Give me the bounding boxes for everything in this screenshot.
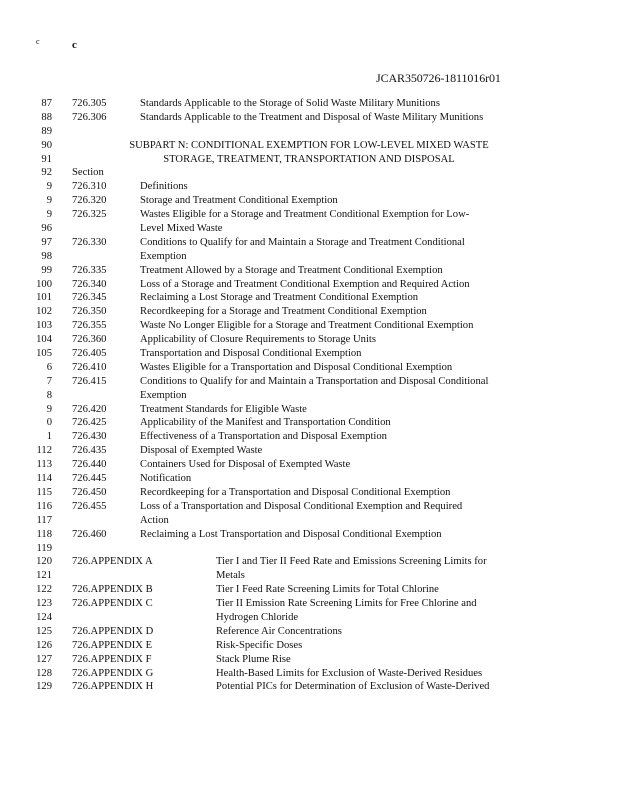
line-number: 116 bbox=[36, 500, 52, 512]
section-number: 726.425 bbox=[72, 417, 107, 429]
line-row bbox=[0, 472, 618, 486]
line-row bbox=[0, 389, 618, 403]
line-number: 103 bbox=[36, 320, 52, 332]
line-number: 104 bbox=[36, 334, 52, 346]
section-title: Hydrogen Chloride bbox=[216, 611, 299, 623]
line-row bbox=[0, 125, 618, 139]
section-title: Definitions bbox=[140, 181, 188, 193]
section-number: 726.APPENDIX E bbox=[72, 639, 153, 651]
section-number: 726.APPENDIX A bbox=[72, 556, 153, 568]
line-number: 1 bbox=[46, 431, 52, 443]
line-number: 127 bbox=[36, 653, 52, 665]
section-number: 726.355 bbox=[72, 320, 107, 332]
line-row bbox=[0, 97, 618, 111]
section-number: 726.APPENDIX D bbox=[72, 625, 154, 637]
line-row bbox=[0, 347, 618, 361]
line-row bbox=[0, 486, 618, 500]
section-title: Standards Applicable to the Treatment and Disposal of Waste Military Munitions bbox=[140, 111, 484, 123]
line-row bbox=[0, 639, 618, 653]
line-number: 129 bbox=[36, 681, 52, 693]
section-title: Recordkeeping for a Storage and Treatment Conditional Exemption bbox=[140, 306, 427, 318]
section-number: 726.306 bbox=[72, 111, 107, 123]
line-row bbox=[0, 361, 618, 375]
section-title: Exemption bbox=[140, 250, 187, 262]
line-row bbox=[0, 111, 618, 125]
section-number: 726.320 bbox=[72, 195, 107, 207]
line-row bbox=[0, 250, 618, 264]
section-title: Tier I and Tier II Feed Rate and Emissions Screening Limits for bbox=[216, 556, 487, 568]
line-number: 7 bbox=[46, 375, 52, 387]
line-row bbox=[0, 583, 618, 597]
line-number: 126 bbox=[36, 639, 52, 651]
section-number: 726.APPENDIX F bbox=[72, 653, 152, 665]
section-title: Treatment Allowed by a Storage and Treatment Conditional Exemption bbox=[140, 264, 443, 276]
line-row bbox=[0, 319, 618, 333]
page-mark-small: c bbox=[36, 37, 40, 46]
line-number: 121 bbox=[36, 570, 52, 582]
line-number: 98 bbox=[41, 250, 52, 262]
section-title: Tier I Feed Rate Screening Limits for Total Chlorine bbox=[216, 584, 439, 596]
line-number: 120 bbox=[36, 556, 52, 568]
section-number: 726.APPENDIX G bbox=[72, 667, 154, 679]
line-number: 123 bbox=[36, 598, 52, 610]
section-title: Waste No Longer Eligible for a Storage and Treatment Conditional Exemption bbox=[140, 320, 474, 332]
line-row bbox=[0, 458, 618, 472]
section-number: 726.455 bbox=[72, 500, 107, 512]
section-number: 726.305 bbox=[72, 98, 107, 109]
section-title: Applicability of Closure Requirements to Storage Units bbox=[140, 334, 376, 346]
line-number: 89 bbox=[41, 125, 52, 137]
line-number: 0 bbox=[46, 417, 52, 429]
line-number: 90 bbox=[41, 139, 52, 151]
line-number: 105 bbox=[36, 348, 52, 360]
section-title: Notification bbox=[140, 473, 192, 485]
section-number: 726.310 bbox=[72, 181, 107, 193]
section-title: Loss of a Storage and Treatment Conditional Exemption and Required Action bbox=[140, 278, 470, 290]
line-number: 101 bbox=[36, 292, 52, 304]
section-title: Stack Plume Rise bbox=[216, 653, 291, 665]
section-title: Risk-Specific Doses bbox=[216, 639, 303, 651]
line-row bbox=[0, 528, 618, 542]
section-title: Wastes Eligible for a Storage and Treatment Conditional Exemption for Low- bbox=[140, 209, 470, 221]
section-number: 726.360 bbox=[72, 334, 107, 346]
line-number: 125 bbox=[36, 625, 52, 637]
line-number: 119 bbox=[36, 542, 52, 554]
section-title: Exemption bbox=[140, 389, 187, 401]
line-number: 99 bbox=[41, 264, 52, 276]
section-title: Reference Air Concentrations bbox=[216, 625, 342, 637]
line-number: 114 bbox=[36, 473, 52, 485]
line-row bbox=[0, 611, 618, 625]
section-title: Level Mixed Waste bbox=[140, 223, 223, 235]
line-row bbox=[0, 555, 618, 569]
line-row bbox=[0, 194, 618, 208]
line-row bbox=[0, 180, 618, 194]
section-title: Containers Used for Disposal of Exempted Waste bbox=[140, 459, 351, 471]
section-title: Metals bbox=[216, 570, 245, 582]
section-number: 726.325 bbox=[72, 209, 107, 221]
section-number: 726.415 bbox=[72, 375, 107, 387]
line-row bbox=[0, 403, 618, 417]
line-row bbox=[0, 430, 618, 444]
section-number: 726.330 bbox=[72, 236, 107, 248]
line-number: 6 bbox=[46, 361, 52, 373]
line-number: 117 bbox=[36, 514, 52, 526]
line-number: 97 bbox=[41, 236, 52, 248]
section-title: Conditions to Qualify for and Maintain a Transportation and Disposal Conditional bbox=[140, 375, 489, 387]
line-row bbox=[0, 153, 618, 167]
section-number: 726.405 bbox=[72, 348, 107, 360]
line-row bbox=[0, 625, 618, 639]
line-row bbox=[0, 222, 618, 236]
section-number: 726.340 bbox=[72, 278, 107, 290]
line-number: 9 bbox=[46, 181, 52, 193]
line-row bbox=[0, 208, 618, 222]
section-title: Loss of a Transportation and Disposal Conditional Exemption and Required bbox=[140, 500, 463, 512]
line-row bbox=[0, 139, 618, 153]
line-number: 112 bbox=[36, 445, 52, 457]
line-number: 102 bbox=[36, 306, 52, 318]
section-number: 726.410 bbox=[72, 361, 107, 373]
line-number: 9 bbox=[46, 209, 52, 221]
line-row bbox=[0, 653, 618, 667]
section-title: Action bbox=[140, 514, 169, 526]
section-number: 726.450 bbox=[72, 486, 107, 498]
subpart-heading: STORAGE, TREATMENT, TRANSPORTATION AND DISPOSAL bbox=[163, 153, 455, 165]
section-title: Wastes Eligible for a Transportation and Disposal Conditional Exemption bbox=[140, 361, 453, 373]
numbered-lines bbox=[0, 97, 618, 694]
section-title: Applicability of the Manifest and Transportation Condition bbox=[140, 417, 391, 429]
section-number: 726.335 bbox=[72, 264, 107, 276]
section-title: Transportation and Disposal Conditional Exemption bbox=[140, 348, 362, 360]
section-number: 726.440 bbox=[72, 459, 107, 471]
line-number: 96 bbox=[41, 223, 52, 235]
line-row bbox=[0, 569, 618, 583]
page-mark-bold: c bbox=[72, 39, 77, 51]
line-row bbox=[0, 500, 618, 514]
section-title: Reclaiming a Lost Transportation and Disposal Conditional Exemption bbox=[140, 528, 442, 540]
section-title: Disposal of Exempted Waste bbox=[140, 445, 263, 457]
section-title: Tier II Emission Rate Screening Limits for Free Chlorine and bbox=[216, 598, 477, 610]
section-number: 726.APPENDIX H bbox=[72, 681, 154, 693]
section-title: Reclaiming a Lost Storage and Treatment Conditional Exemption bbox=[140, 292, 419, 304]
section-number: 726.435 bbox=[72, 445, 107, 457]
section-number: 726.345 bbox=[72, 292, 107, 304]
line-number: 115 bbox=[36, 486, 52, 498]
line-number: 91 bbox=[41, 153, 52, 165]
line-number: 124 bbox=[36, 611, 52, 623]
line-row bbox=[0, 264, 618, 278]
section-number: 726.420 bbox=[72, 403, 107, 415]
section-number: 726.445 bbox=[72, 473, 107, 485]
line-row bbox=[0, 166, 618, 180]
line-row bbox=[0, 236, 618, 250]
line-row bbox=[0, 514, 618, 528]
line-number: 9 bbox=[46, 195, 52, 207]
section-title: Standards Applicable to the Storage of Solid Waste Military Munitions bbox=[140, 98, 440, 109]
section-number: Section bbox=[72, 167, 104, 179]
section-title: Recordkeeping for a Transportation and Disposal Conditional Exemption bbox=[140, 486, 451, 498]
line-number: 118 bbox=[36, 528, 52, 540]
subpart-heading: SUBPART N: CONDITIONAL EXEMPTION FOR LOW-LEVEL MIXED WASTE bbox=[129, 139, 489, 151]
section-number: 726.460 bbox=[72, 528, 107, 540]
line-number: 92 bbox=[41, 167, 52, 179]
line-row bbox=[0, 444, 618, 458]
line-number: 128 bbox=[36, 667, 52, 679]
section-number: 726.APPENDIX B bbox=[72, 584, 153, 596]
line-row bbox=[0, 375, 618, 389]
line-row bbox=[0, 597, 618, 611]
line-row bbox=[0, 278, 618, 292]
section-number: 726.APPENDIX C bbox=[72, 598, 153, 610]
line-row bbox=[0, 667, 618, 681]
line-number: 113 bbox=[36, 459, 52, 471]
section-title: Treatment Standards for Eligible Waste bbox=[140, 403, 307, 415]
line-number: 9 bbox=[46, 403, 52, 415]
line-row bbox=[0, 305, 618, 319]
line-row bbox=[0, 542, 618, 556]
section-title: Conditions to Qualify for and Maintain a Storage and Treatment Conditional bbox=[140, 236, 465, 248]
line-row bbox=[0, 680, 618, 694]
section-number: 726.350 bbox=[72, 306, 107, 318]
section-title: Potential PICs for Determination of Exclusion of Waste-Derived bbox=[216, 681, 490, 693]
section-number: 726.430 bbox=[72, 431, 107, 443]
line-row bbox=[0, 291, 618, 305]
section-title: Effectiveness of a Transportation and Disposal Exemption bbox=[140, 431, 387, 443]
document-id: JCAR350726-1811016r01 bbox=[376, 71, 501, 85]
line-row bbox=[0, 333, 618, 347]
line-row bbox=[0, 416, 618, 430]
section-title: Health-Based Limits for Exclusion of Waste-Derived Residues bbox=[216, 667, 483, 679]
section-title: Storage and Treatment Conditional Exemption bbox=[140, 195, 338, 207]
line-number: 100 bbox=[36, 278, 52, 290]
line-number: 122 bbox=[36, 584, 52, 596]
line-number: 8 bbox=[46, 389, 52, 401]
line-number: 87 bbox=[41, 98, 52, 109]
line-number: 88 bbox=[41, 111, 52, 123]
